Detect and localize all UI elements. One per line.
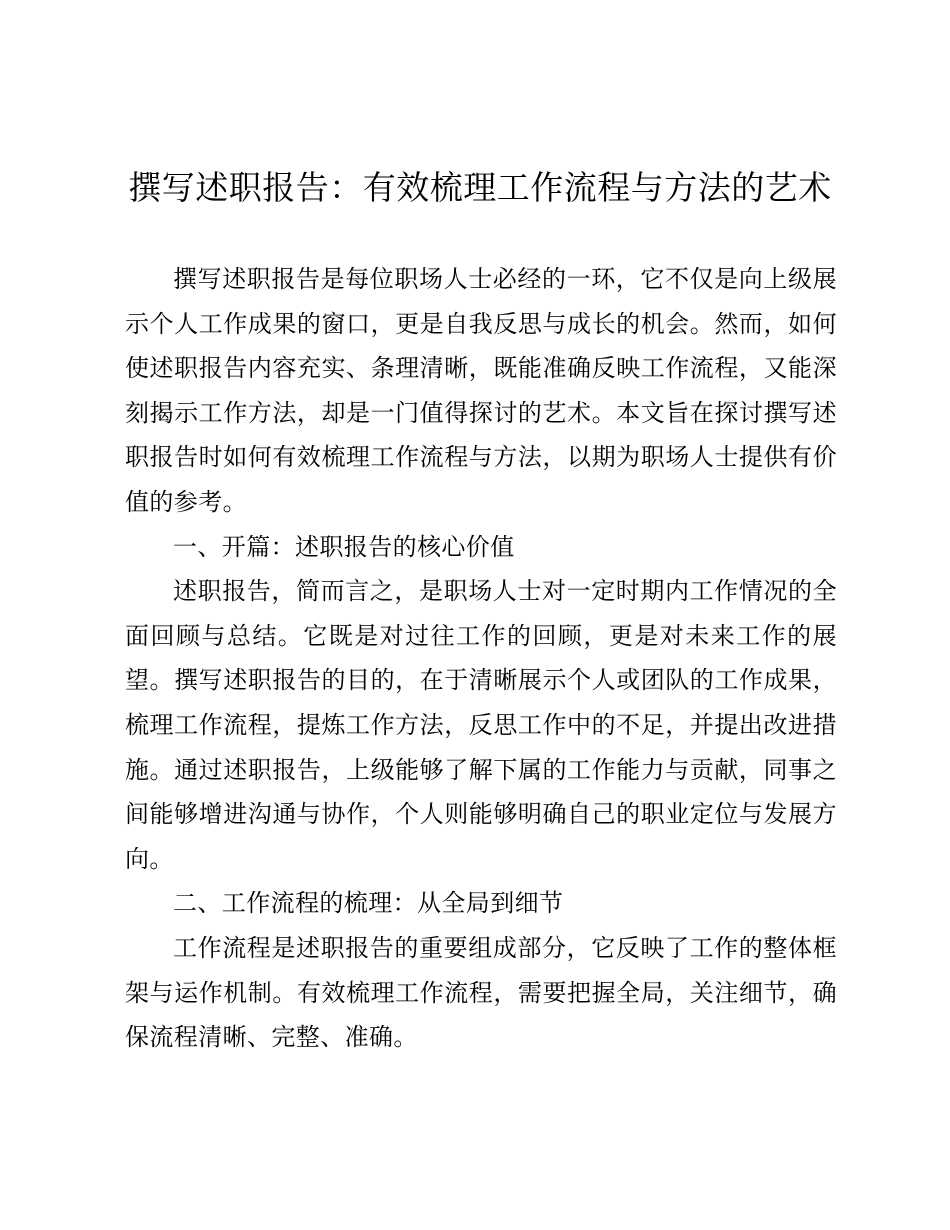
section-heading-2: 二、工作流程的梳理：从全局到细节 [173,889,564,918]
paragraph-intro: 撰写述职报告是每位职场人士必经的一环，它不仅是向上级展示个人工作成果的窗口，更是自我反思与成长的机会。然而，如何使述职报告内容充实、条理清晰，既能准确反映工作流程，又能深刻揭示工作方法，却是一门值得探讨的艺术。本文旨在探讨撰写述职报告时如何有效梳理工作流程与方法，以期为职场人士提供有价值的参考。 [125,265,837,516]
paragraph-core-value: 述职报告，简而言之，是职场人士对一定时期内工作情况的全面回顾与总结。它既是对过往工作的回顾，更是对未来工作的展望。撰写述职报告的目的，在于清晰展示个人或团队的工作成果，梳理工作流程，提炼工作方法，反思工作中的不足，并提出改进措施。通过述职报告，上级能够了解下属的工作能力与贡献，同事之间能够增进沟通与协作，个人则能够明确自己的职业定位与发展方向。 [125,577,837,873]
section-heading-1: 一、开篇：述职报告的核心价值 [173,532,515,561]
document-body [125,257,837,1060]
document-title: 撰写述职报告：有效梳理工作流程与方法的艺术 [128,168,832,207]
paragraph-workflow: 工作流程是述职报告的重要组成部分，它反映了工作的整体框架与运作机制。有效梳理工作流程，需要把握全局，关注细节，确保流程清晰、完整、准确。 [125,933,837,1052]
